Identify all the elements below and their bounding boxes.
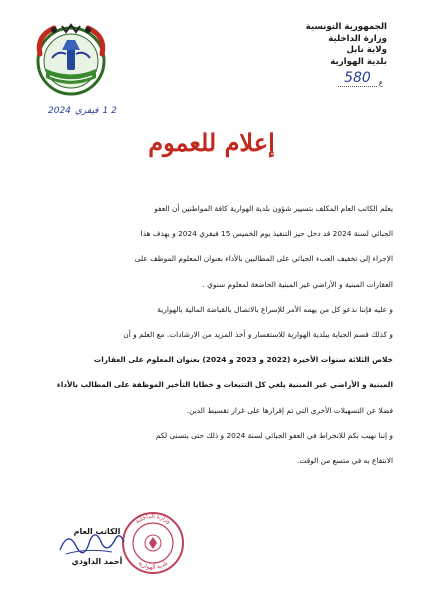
body-line: خلاص الثلاثة سنوات الأخيرة (2022 و 2023 و 2024) بعنوان المعلوم على العقارات (93, 355, 393, 365)
municipal-crest-icon (32, 20, 110, 98)
body-line: و إننا نهيب بكم للانخراط في العفو الجبائي لسنة 2024 و ذلك حتى يتسنى لكم (155, 430, 393, 440)
header-country: الجمهورية التونسية (305, 22, 387, 32)
signatory-role: الكاتب العام (73, 527, 121, 536)
header-governorate: ولاية نابل (346, 45, 387, 55)
body-line: يعلم الكاتب العام المكلف بتسيير شؤون بلدية الهوارية كافة المواطنين أن العفو (154, 204, 393, 213)
document-date (48, 106, 117, 116)
body-line: الجبائي لسنة 2024 قد دخل حيز التنفيذ يوم الخميس 15 فيفري 2024 و يهدف هذا (140, 229, 393, 239)
date-year: 2024 (48, 106, 71, 116)
notice-title: إعلام للعموم (148, 128, 275, 157)
body-line: المبنية و الأراضي غير المبنية يلغي كل التتبعات و خطايا التأخير الموظفة على المطالب بالأداء (56, 380, 393, 390)
svg-text:بلدية الهوارية (137, 559, 170, 571)
body-line: فضلا عن التسهيلات الأخرى التي تم إقرارها على غرار تقسيط الدين. (186, 405, 393, 415)
header-block (277, 22, 387, 68)
reference-value: 580 (338, 70, 377, 87)
signatory-name: أحمد الداودي (71, 557, 123, 566)
reference-number (338, 70, 383, 87)
body-line: العقارات المبنية و الأراضي غير المبنية الخاضعة لمعلوم سنوي . (202, 279, 393, 289)
body-line: الانتفاع به في متسع من الوقت. (297, 456, 393, 466)
body-line: و كذلك قسم الجباية ببلدية الهوارية للاستفسار و أخذ المزيد من الارشادات. مع العلم و أن (123, 330, 393, 340)
signature-block (62, 517, 132, 577)
header-municipality: بلدية الهوارية (330, 56, 387, 67)
body-line: و عليه فإننا ندعو كل من يهمه الأمر للإسراع بالاتصال بالقباضة المالية بالهوارية (157, 304, 393, 314)
body-line: الإجراء إلى تخفيف العبء الجبائي على المطالبين بالأداء بعنوان المعلوم الموظف على (134, 254, 393, 264)
date-month: فيفري (74, 106, 99, 116)
stamp-top-text: وزارة الداخلية (134, 512, 172, 526)
header-ministry: وزارة الداخلية (328, 33, 387, 44)
stamp-ring-text: بلدية الهوارية (136, 559, 170, 572)
date-day: 2 1 (102, 106, 117, 116)
notice-body (30, 196, 393, 473)
reference-label: ع (378, 79, 383, 87)
